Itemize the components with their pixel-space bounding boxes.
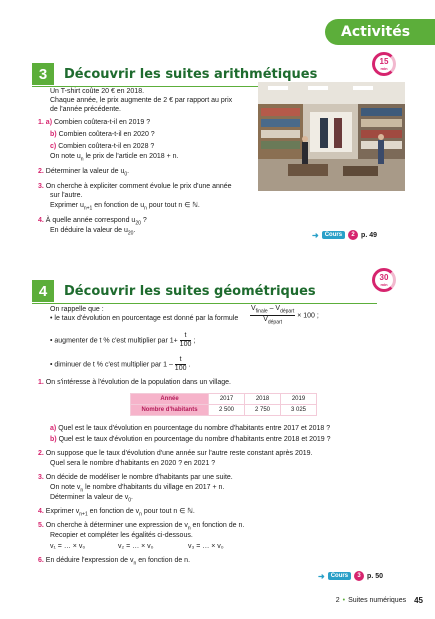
page-footer [336, 596, 423, 605]
s: finale [255, 308, 268, 315]
q-text: On décide de modéliser le nombre d'habitants par une suite. [45, 474, 233, 481]
q3-line-2: sur l'autre. [50, 192, 83, 199]
fraction-den: 100 [179, 341, 192, 348]
q-number: 2. [38, 168, 44, 175]
timer-value: 30 [379, 273, 389, 282]
t: Exprimer u [50, 202, 84, 209]
q-number: 5. [38, 522, 44, 529]
q-text: Combien coûtera-t-il en 2019 ? [53, 119, 151, 126]
q6 [38, 556, 190, 568]
s: n+1 [83, 205, 93, 212]
table-row [131, 394, 317, 405]
s: départ [280, 308, 295, 315]
cours-number: 2 [348, 230, 358, 240]
q1-line-a [38, 118, 150, 127]
cours-pill: Cours [322, 231, 345, 239]
table-header-cell: Année [131, 394, 209, 405]
s: n+1 [79, 511, 88, 518]
section-4-number: 4 [32, 280, 54, 302]
bullet-3 [50, 356, 190, 373]
q-text: Quel est le taux d'évolution en pourcentage du nombre d'habitants entre 2018 et 2019 ? [58, 436, 331, 443]
q1a [50, 424, 330, 433]
section-3-title: Découvrir les suites arithmétiques [64, 66, 318, 82]
q-number: 4. [38, 508, 44, 515]
t: • augmenter de t % c'est multiplier par 1+ [50, 337, 178, 345]
q3-line-1 [38, 473, 233, 482]
t: ? [140, 217, 147, 224]
section-4-rule [32, 303, 377, 304]
fraction [250, 305, 295, 327]
note-sub: n [80, 156, 84, 163]
q2-line-1 [38, 449, 313, 458]
q-number: 4. [38, 217, 44, 224]
fraction-num [250, 305, 295, 316]
chapter-number: 2 [335, 597, 340, 604]
q2-line-2: Quel sera le nombre d'habitants en 2020 ? en 2021 ? [50, 460, 216, 467]
t: en fonction de n. [136, 557, 191, 564]
cours-page: p. 49 [361, 231, 377, 239]
fraction-num: t [175, 356, 187, 365]
s: 0 [128, 497, 131, 504]
note-text: On note u [50, 153, 81, 160]
q5-line-2: Recopier et compléter les égalités ci-dessous. [50, 532, 193, 539]
q-number: 3. [38, 183, 44, 190]
q-text: On cherche à expliciter comment évolue le prix d'une année [45, 183, 232, 190]
q1-note [50, 152, 178, 164]
bullet-2 [50, 332, 195, 349]
t: . [188, 361, 191, 369]
table-cell: 2018 [245, 394, 281, 405]
section-3-number: 3 [32, 63, 54, 85]
q2 [38, 167, 129, 179]
store-photo-illustration [258, 82, 405, 191]
q-number: 1. [38, 119, 44, 126]
note-rest: le prix de l'article en 2018 + n. [83, 153, 179, 160]
course-link-3[interactable] [318, 571, 383, 581]
recall: On rappelle que : [50, 306, 104, 313]
q-letter: c) [50, 143, 57, 150]
t: en fonction de n. [190, 522, 245, 529]
t: pour tout n ∈ ℕ. [141, 508, 195, 515]
timer-15-icon [372, 52, 396, 76]
table-cell: 2017 [209, 394, 245, 405]
table-header-cell: Nombre d'habitants [131, 405, 209, 416]
fraction-den: 100 [174, 365, 187, 372]
bullet-dot-icon: • [342, 597, 346, 604]
q-sub: 0 [124, 171, 128, 178]
t: • diminuer de t % c'est multiplier par 1 – [50, 361, 173, 369]
timer-unit: min [380, 66, 388, 71]
q-text: On s'intéresse à l'évolution de la population dans un village. [45, 379, 231, 386]
timer-unit: min [380, 282, 388, 287]
q1 [38, 378, 231, 387]
page-number: 45 [414, 596, 423, 605]
q-text: Quel est le taux d'évolution en pourcentage du nombre d'habitants entre 2017 et 2018 ? [58, 425, 331, 432]
formula-fraction [250, 305, 319, 327]
s: n [139, 511, 142, 518]
fraction-den [250, 316, 295, 326]
t: V [263, 316, 268, 324]
t: Déterminer la valeur de v [50, 494, 129, 501]
intro-line-2: Chaque année, le prix augmente de 2 € par rapport au prix [50, 97, 233, 104]
q-text: Combien coûtera-t-il en 2028 ? [58, 143, 155, 150]
q-number: 1. [38, 379, 44, 386]
t: – V [267, 305, 281, 312]
t: En déduire l'expression de v [45, 557, 134, 564]
store-photo [258, 82, 405, 191]
q4-line-2 [50, 226, 135, 238]
s: départ [267, 319, 283, 326]
s: 20 [135, 220, 141, 227]
fraction-num: t [180, 332, 192, 341]
section-4-title: Découvrir les suites géométriques [64, 283, 316, 299]
timer-30-icon [372, 268, 396, 292]
arrow-right-icon: ➜ [312, 230, 319, 240]
chapter-title: Suites numériques [348, 597, 407, 604]
activites-label: Activités [341, 24, 411, 40]
t: On note v [50, 484, 81, 491]
q3-line-3 [50, 201, 200, 213]
formula-end: × 100 ; [297, 312, 319, 320]
t: À quelle année correspond u [45, 217, 136, 224]
q1b [50, 435, 331, 444]
t: V [251, 305, 256, 312]
t: On cherche à déterminer une expression de v [45, 522, 188, 529]
table-row [131, 405, 317, 416]
q4 [38, 507, 195, 519]
t: en fonction de u [92, 202, 145, 209]
population-table [130, 393, 317, 416]
s: 20 [127, 230, 134, 237]
q3-line-1 [38, 182, 232, 191]
q-text: On suppose que le taux d'évolution d'une année sur l'autre reste constant après 2019. [45, 450, 313, 457]
q-number: 6. [38, 557, 44, 564]
s: n [144, 205, 147, 212]
timer-value: 15 [379, 57, 389, 66]
t: le nombre d'habitants du village en 2017 + n. [83, 484, 225, 491]
q-text: Déterminer la valeur de u [45, 168, 125, 175]
intro-line-3: de l'année précédente. [50, 106, 122, 113]
q-number: 2. [38, 450, 44, 457]
intro-line-1: Un T-shirt coûte 20 € en 2018. [50, 88, 145, 95]
t: ; [193, 337, 196, 345]
table-cell: 3 025 [281, 405, 317, 416]
q5-eq-2: v₂ = … × v₀ [118, 543, 154, 550]
t: pour tout n ∈ ℕ. [146, 202, 200, 209]
t: en fonction de v [87, 508, 140, 515]
fraction [180, 332, 192, 349]
table-cell: 2019 [281, 394, 317, 405]
fraction [175, 356, 187, 373]
q-letter: b) [50, 131, 57, 138]
q-text: Combien coûtera-t-il en 2020 ? [58, 131, 155, 138]
table-cell: 2 500 [209, 405, 245, 416]
q-number: 3. [38, 474, 44, 481]
section-4-header [32, 280, 362, 302]
q5-eq-3: v₃ = … × v₀ [188, 543, 224, 550]
s: n [133, 560, 137, 567]
course-link-2[interactable] [312, 230, 377, 240]
s: n [80, 487, 84, 494]
q1-line-c [50, 142, 154, 151]
t: Exprimer v [45, 508, 80, 515]
q3-line-3 [50, 493, 133, 505]
arrow-right-icon: ➜ [318, 571, 325, 581]
cours-page: p. 50 [367, 572, 383, 580]
t: . [133, 227, 136, 234]
t: . [130, 494, 133, 501]
q-letter: a) [45, 119, 53, 126]
activites-tab [325, 19, 435, 45]
cours-number: 3 [354, 571, 364, 581]
q5-eq-1: v₁ = … × v₀ [50, 543, 86, 550]
bullet-1: • le taux d'évolution en pourcentage est donné par la formule [50, 315, 239, 322]
q1-line-b [50, 130, 155, 139]
q-letter: a) [50, 425, 57, 432]
q-end: . [127, 168, 130, 175]
t: En déduire la valeur de u [50, 227, 128, 234]
table-cell: 2 750 [245, 405, 281, 416]
q-letter: b) [50, 436, 57, 443]
s: n [187, 525, 191, 532]
cours-pill: Cours [328, 572, 351, 580]
